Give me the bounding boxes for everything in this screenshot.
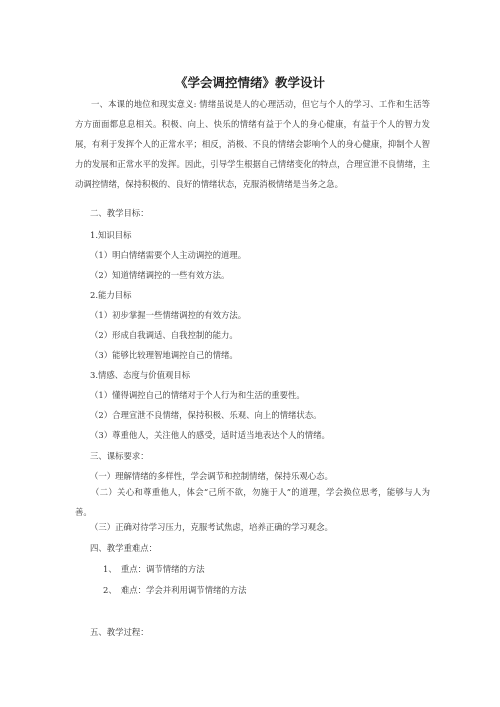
section-1-paragraph: 一、本课的地位和现实意义: 情绪虽说是人的心理活动，但它与个人的学习、工作和生活等方方面面都息息相关。积极、向上、快乐的情绪有益于个人的身心健康，有益于个人的智力发展，有利于发挥个人的正常水平；相反，消极、不良的情绪会影响个人的身心健康，抑制个人智力的发展和正常水平的发挥。因此，引导学生根据自己情绪变化的特点，合理宣泄不良情绪，主动调控情绪，保持积极的、良好的情绪状态，克服消极情绪是当务之急。 xyxy=(75,99,430,189)
section-5-heading: 五、教学过程： xyxy=(90,627,149,637)
attitude-goal-item-2: （2）合理宣泄不良情绪，保持积极、乐观、向上的情绪状态。 xyxy=(90,410,322,420)
attitude-goal-heading: 3.情感、态度与价值观目标 xyxy=(90,370,191,380)
knowledge-goal-item-2: （2）知道情绪调控的一些有效方法。 xyxy=(90,270,230,280)
key-point-item-1: 1、 重点：调节情绪的方法 xyxy=(103,564,205,574)
curriculum-item-3: （三）正确对待学习压力，克服考试焦虑，培养正确的学习观念。 xyxy=(90,522,333,532)
knowledge-goal-heading: 1.知识目标 xyxy=(90,230,132,240)
section-4-heading: 四、教学重难点： xyxy=(90,543,157,553)
document-title: 《学会调控情绪》教学设计 xyxy=(174,75,325,90)
section-2-heading: 二、教学目标： xyxy=(90,208,149,218)
section-3-heading: 三、课标要求： xyxy=(90,451,149,461)
ability-goal-item-1: （1）初步掌握一些情绪调控的有效方法。 xyxy=(90,310,247,320)
ability-goal-item-2: （2）形成自我调适、自我控制的能力。 xyxy=(90,330,238,340)
attitude-goal-item-1: （1）懂得调控自己的情绪对于个人行为和生活的重要性。 xyxy=(90,390,305,400)
knowledge-goal-item-1: （1）明白情绪需要个人主动调控的道理。 xyxy=(90,250,247,260)
curriculum-item-1: （一）理解情绪的多样性，学会调节和控制情绪，保持乐观心态。 xyxy=(90,471,333,481)
key-point-item-2: 2、 难点：学会并利用调节情绪的方法 xyxy=(103,585,247,595)
attitude-goal-item-3: （3）尊重他人，关注他人的感受，适时适当地表达个人的情绪。 xyxy=(90,430,330,440)
ability-goal-item-3: （3）能够比较理智地调控自己的情绪。 xyxy=(90,350,238,360)
ability-goal-heading: 2.能力目标 xyxy=(90,290,132,300)
curriculum-item-2: （二）关心和尊重他人，体会“己所不欲，勿施于人”的道理，学会换位思考，能够与人为善。 xyxy=(75,487,430,517)
